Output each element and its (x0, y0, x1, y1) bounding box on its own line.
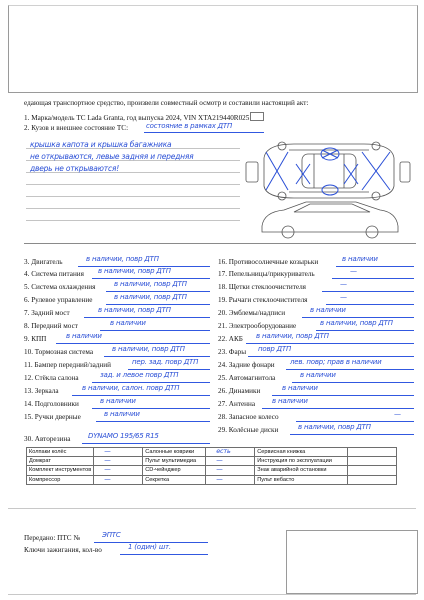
item-13-value: в наличии, салон. повр ДТП (82, 384, 180, 392)
item-17-value: — (350, 267, 357, 275)
keys-underline (120, 554, 208, 555)
item-4-label: 4. Система питания (24, 270, 84, 278)
equipment-label: Колпаки колёс (27, 448, 94, 457)
item-27-value: в наличии (272, 397, 308, 405)
equipment-value: — (216, 465, 223, 474)
item-24-underline (286, 369, 414, 370)
item-9-label: 9. КПП (24, 335, 47, 343)
transferred-value: ЭПТС (102, 531, 121, 539)
equipment-label: Домкрат (27, 457, 94, 466)
item-15-underline (96, 421, 210, 422)
item-20-underline (302, 317, 414, 318)
item-7-label: 7. Задний мост (24, 309, 70, 317)
item-10-underline (104, 356, 210, 357)
item-5-underline (106, 291, 210, 292)
item-10-label: 10. Тормозная система (24, 348, 94, 356)
item-25-value: в наличии (300, 371, 336, 379)
signature-box (286, 530, 418, 594)
item-11-value: пер. зад. повр ДТП (132, 358, 199, 366)
item-12-label: 12. Стёкла салона (24, 374, 79, 382)
table-row (27, 466, 397, 475)
item-11-underline (128, 369, 210, 370)
item-20-label: 20. Эмблемы/надписи (218, 309, 286, 317)
lower-divider (8, 508, 416, 509)
item-19-underline (326, 304, 414, 305)
item-11-label: 11. Бампер передний/задний (24, 361, 111, 369)
item-29-label: 29. Колёсные диски (218, 426, 279, 434)
item-28-underline (296, 421, 414, 422)
item-23-underline (248, 356, 414, 357)
equipment-value-cell (206, 448, 255, 457)
equipment-value-cell (348, 475, 397, 484)
item-20-value: в наличии (310, 306, 346, 314)
item-22-value: в наличии, повр ДТП (256, 332, 329, 340)
item-8-label: 8. Передний мост (24, 322, 78, 330)
equipment-value: — (216, 474, 223, 483)
item-27-underline (262, 408, 414, 409)
item-19-value: — (340, 293, 347, 301)
item-4-value: в наличии, повр ДТП (98, 267, 171, 275)
equipment-value: — (216, 456, 223, 465)
equipment-value-cell (94, 466, 143, 475)
item-14-value: в наличии (100, 397, 136, 405)
intro-text: едающая транспортное средство, произвели совместный осмотр и составили настоящий акт: (24, 99, 309, 107)
item-12-value: зад. и левое повр ДТП (100, 371, 179, 379)
item-26-label: 26. Динамики (218, 387, 261, 395)
vehicle-model-line (24, 112, 264, 122)
table-row (27, 475, 397, 484)
item-13-underline (72, 395, 210, 396)
item-9-underline (56, 343, 210, 344)
item-4-underline (92, 278, 210, 279)
equipment-label: Сервисная книжка (255, 448, 348, 457)
car-damage-diagram (244, 136, 412, 240)
equipment-value-cell (94, 448, 143, 457)
equipment-label: Салонные коврики (143, 448, 206, 457)
equipment-value-cell (94, 475, 143, 484)
item-7-value: в наличии, повр ДТП (98, 306, 171, 314)
body-condition-label: 2. Кузов и внешнее состояние ТС: (24, 124, 129, 132)
equipment-label: Комплект инструментов (27, 466, 94, 475)
bottom-edge-line (8, 594, 416, 595)
equipment-value: — (104, 447, 111, 455)
item-17-label: 17. Пепельницы/прикуриватель (218, 270, 315, 278)
item-6-value: в наличии, повр ДТП (114, 293, 187, 301)
body-notes-box (26, 136, 240, 238)
item-22-label: 22. АКБ (218, 335, 243, 343)
item-18-value: — (340, 280, 347, 288)
equipment-value: — (104, 465, 111, 474)
item-6-underline (106, 304, 210, 305)
body-note-line-2: не открываются, левые задняя и передняя (30, 152, 194, 161)
equipment-value: есть (216, 447, 231, 455)
section-divider (24, 243, 416, 244)
tires-value: DYNAMO 195/65 R15 (88, 432, 159, 440)
keys-label: Ключи зажигания, кол-во (24, 546, 102, 554)
table-row (27, 448, 397, 457)
item-23-value: повр ДТП (258, 345, 292, 353)
body-note-line-1: крышка капота и крышка багажника (30, 140, 172, 149)
vin-box (250, 112, 264, 121)
equipment-label: Знак аварийной остановки (255, 466, 348, 475)
item-5-label: 5. Система охлаждения (24, 283, 96, 291)
equipment-value-cell (206, 475, 255, 484)
item-3-value: в наличии, повр ДТП (86, 255, 159, 263)
item-6-label: 6. Рулевое управление (24, 296, 93, 304)
item-14-underline (92, 408, 210, 409)
transferred-label: Передано: ПТС № (24, 534, 81, 542)
tires-underline (82, 443, 210, 444)
item-15-value: в наличии (104, 410, 140, 418)
equipment-value-cell (348, 448, 397, 457)
item-15-label: 15. Ручки дверные (24, 413, 81, 421)
table-row (27, 457, 397, 466)
equipment-label: Компрессор (27, 475, 94, 484)
item-21-value: в наличии, повр ДТП (320, 319, 393, 327)
item-9-value: в наличии (66, 332, 102, 340)
item-26-value: в наличии (282, 384, 318, 392)
equipment-value-cell (348, 466, 397, 475)
item-8-underline (100, 330, 210, 331)
item-29-value: в наличии, повр ДТП (298, 423, 371, 431)
item-16-label: 16. Противосолнечные козырьки (218, 258, 319, 266)
item-14-label: 14. Подголовники (24, 400, 79, 408)
item-8-value: в наличии (110, 319, 146, 327)
item-29-underline (290, 434, 414, 435)
item-5-value: в наличии, повр ДТП (114, 280, 187, 288)
item-26-underline (272, 395, 414, 396)
item-3-label: 3. Двигатель (24, 258, 63, 266)
item-19-label: 19. Рычаги стеклоочистителя (218, 296, 308, 304)
keys-value: 1 (один) шт. (128, 543, 171, 551)
vehicle-model-text: 1. Марка/модель ТС Lada Granta, год выпуска 2024, VIN XTA219440R025 (24, 114, 250, 122)
item-21-label: 21. Электрооборудование (218, 322, 297, 330)
item-13-label: 13. Зеркала (24, 387, 59, 395)
item-12-underline (92, 382, 210, 383)
item-7-underline (84, 317, 210, 318)
equipment-value-cell (348, 457, 397, 466)
item-16-underline (336, 266, 414, 267)
equipment-value: — (104, 456, 111, 465)
equipment-value-cell (94, 457, 143, 466)
tires-label: 30. Авторезина (24, 435, 71, 443)
equipment-table (26, 447, 397, 485)
item-28-label: 28. Запасное колесо (218, 413, 279, 421)
item-18-label: 18. Щетки стеклоочистителя (218, 283, 306, 291)
equipment-label: Пульт вебасто (255, 475, 348, 484)
body-condition-value: состояние в рамках ДТП (146, 122, 233, 130)
item-22-underline (246, 343, 414, 344)
item-23-label: 23. Фары (218, 348, 247, 356)
item-24-value: лев. повр; прав в наличии (290, 358, 382, 366)
item-24-label: 24. Задние фонари (218, 361, 275, 369)
item-27-label: 27. Антенна (218, 400, 256, 408)
equipment-label: Секретка (143, 475, 206, 484)
equipment-value-cell (206, 457, 255, 466)
equipment-label: Инструкция по эксплуатации (255, 457, 348, 466)
item-25-label: 25. Автомагнитола (218, 374, 276, 382)
equipment-label: CD-чейнджер (143, 466, 206, 475)
body-condition-underline (144, 132, 264, 133)
item-21-underline (316, 330, 414, 331)
item-25-underline (292, 382, 414, 383)
item-17-underline (332, 278, 414, 279)
item-16-value: в наличии (342, 255, 378, 263)
item-10-value: в наличии, повр ДТП (112, 345, 185, 353)
equipment-label: Пульт мультимедиа (143, 457, 206, 466)
equipment-value: — (104, 474, 111, 483)
top-blank-area (8, 5, 418, 93)
item-28-value: — (394, 410, 401, 418)
body-note-line-3: дверь не открываются! (30, 164, 119, 173)
item-18-underline (322, 291, 414, 292)
equipment-value-cell (206, 466, 255, 475)
